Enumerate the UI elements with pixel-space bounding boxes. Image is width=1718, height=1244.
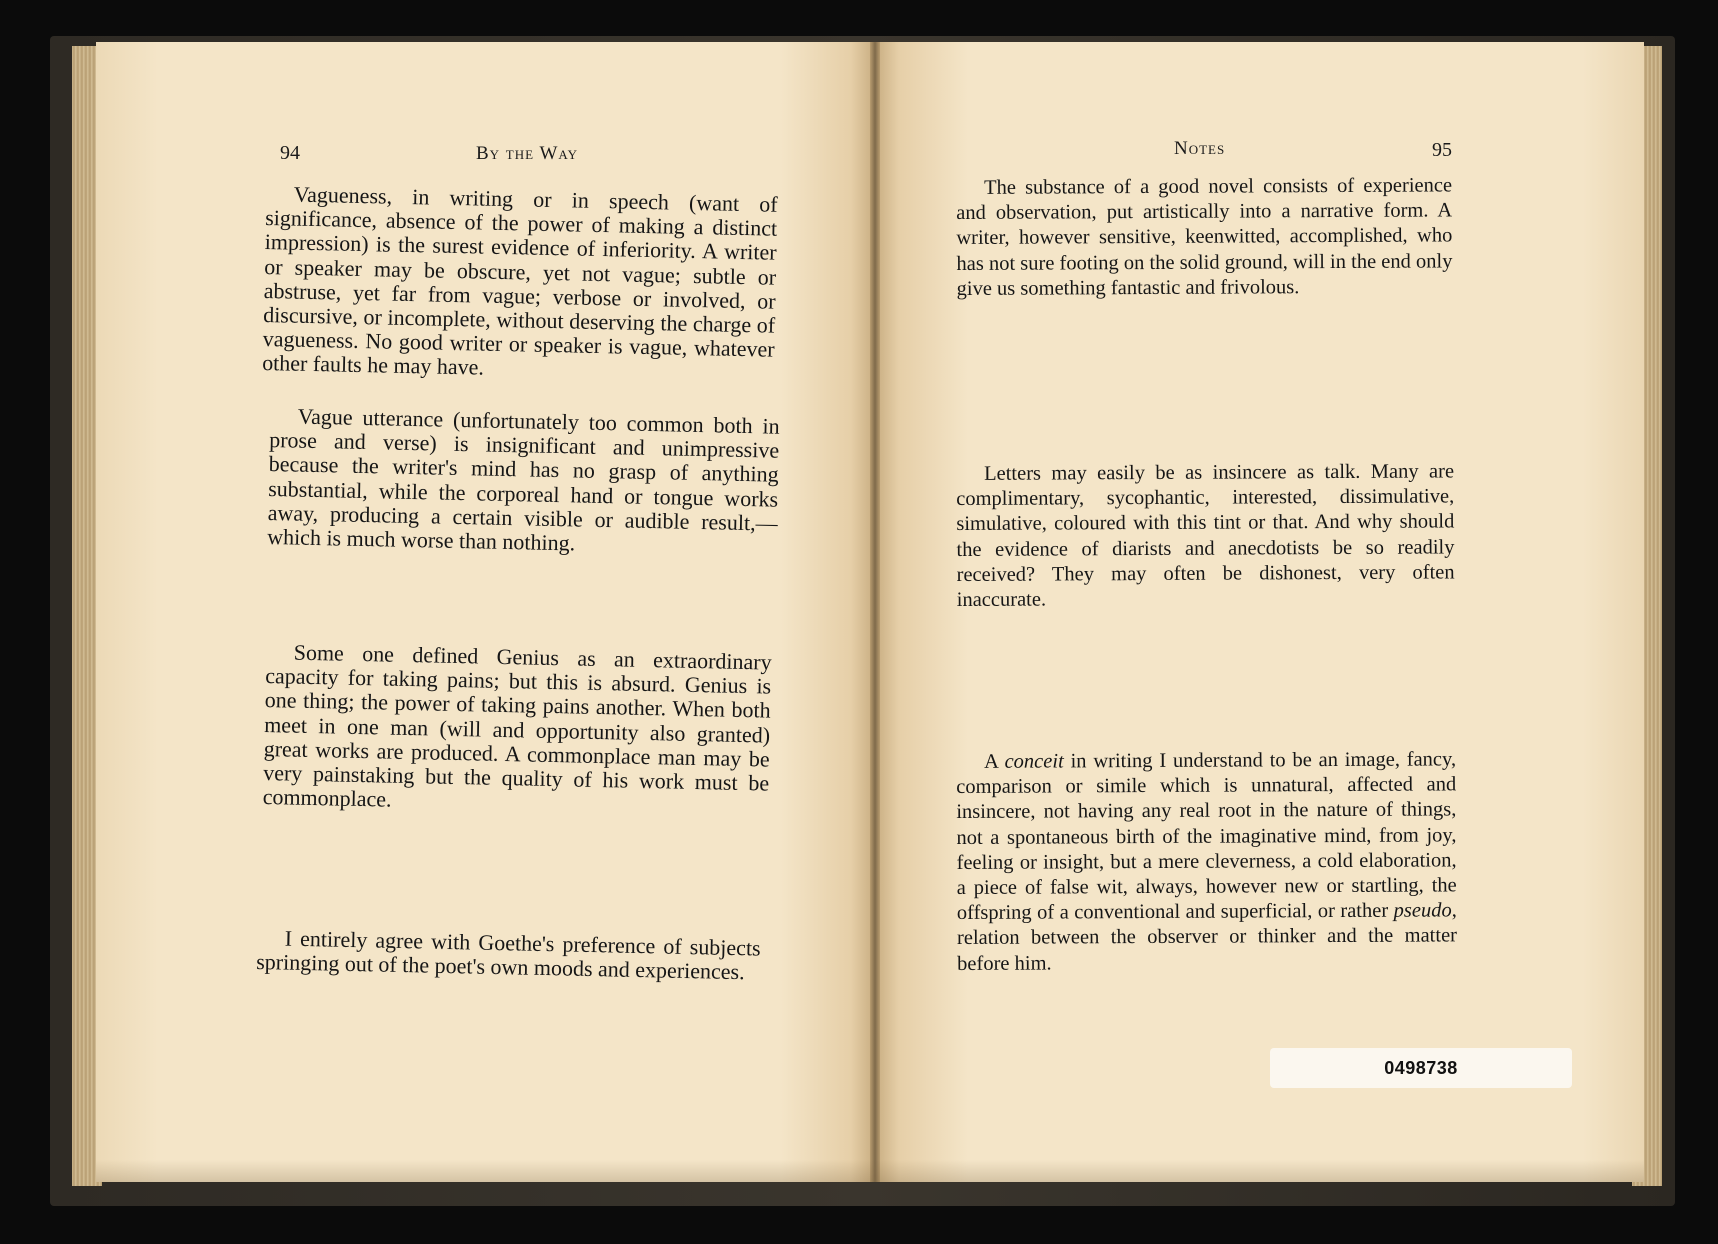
- right-page-number: 95: [1432, 139, 1452, 161]
- accession-number-label: 0498738: [1270, 1048, 1572, 1088]
- right-paragraph-conceit: A conceit in writing I understand to be an image, fancy, comparison or simile which is unnatural, affected and insincere, not having any real root in the nature of things, not a spontaneous birth of the imaginative mind, from joy, feeling or insight, but a mere cleverness, a cold elaboration, a piece of false wit, always, however new or startling, the offspring of a conventional and superficial, or rather pseudo, relation between the observer or thinker and the matter before him.: [956, 748, 1458, 975]
- left-page-number: 94: [280, 142, 300, 164]
- italic-conceit: conceit: [1004, 750, 1064, 773]
- book-gutter: [870, 42, 880, 1182]
- right-paragraph-letters: Letters may easily be as insincere as talk. Many are complimentary, sycophantic, interested, dissimulative, simulative, coloured with this tint or that. And why should the evidence of diarists and anecdotists be so readily received? They may often be dishonest, very often inaccurate.: [956, 460, 1455, 612]
- right-paragraph-novel: The substance of a good novel consists of experience and observation, put artistically into a narrative form. A writer, however sensitive, keenwitted, accomplished, who has not sure footing on the solid ground, will in the end only give us something fantastic and frivolous.: [956, 174, 1453, 300]
- left-paragraph-vague-utterance: Vague utterance (unfortunately too common both in prose and verse) is insignificant and unimpressive because the writer's mind has no grasp of anything substantial, while the corporeal hand or tongue works away, producing a certain visible or audible result,—which is much worse than nothing.: [266, 403, 780, 556]
- left-paragraph-genius: Some one defined Genius as an extraordinary capacity for taking pains; but this is absurd. Genius is one thing; the power of taking pains another. When both meet in one man (will and opportunity also granted) great works are produced. A commonplace man may be very painstaking but the quality of his work must be commonplace.: [262, 639, 772, 812]
- left-paragraph-vagueness: Vagueness, in writing or in speech (want of significance, absence of the power of making a distinct impression) is the surest evidence of inferiority. A writer or speaker may be obscure, yet not vague; subtle or abstruse, yet far from vague; verbose or involved, or discursive, or incomplete, without deserving the charge of vagueness. No good writer or speaker is vague, whatever other faults he may have.: [261, 181, 778, 381]
- page-bottom-edge: [96, 1160, 1644, 1182]
- right-running-head: Notes: [1174, 138, 1226, 159]
- italic-pseudo: pseudo: [1393, 899, 1452, 922]
- left-paragraph-goethe: I entirely agree with Goethe's preference of subjects springing out of the poet's own moods and experiences.: [255, 925, 761, 985]
- left-running-head: By the Way: [476, 143, 579, 164]
